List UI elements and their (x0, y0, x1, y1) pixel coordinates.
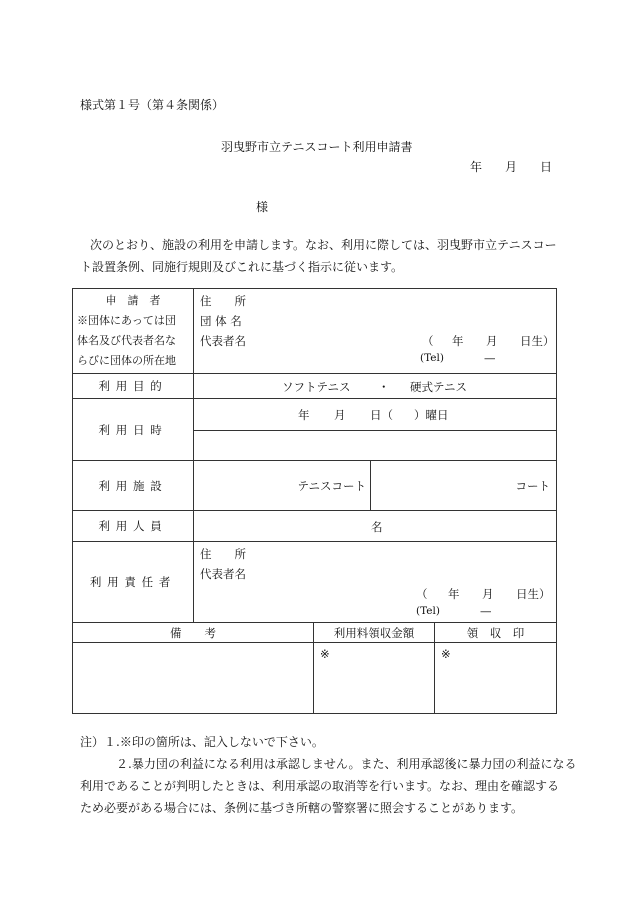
date-year: 年 (470, 160, 483, 174)
facility-label: 利用施設 (73, 461, 194, 511)
applicant-input-cell[interactable] (194, 289, 557, 374)
applicant-label-title: 申 請 者 (105, 294, 161, 307)
note-2-line-2: 利用であることが判明したときは、利用承認の取消等を行います。なお、理由を確認する (80, 779, 560, 793)
form-number: 様式第１号（第４条関係） (80, 98, 225, 112)
date-day: 日 (540, 160, 553, 174)
manager-label: 利用責任者 (73, 542, 194, 623)
receipt-cell (435, 643, 557, 714)
applicant-tel-dash: — (484, 351, 496, 365)
applicant-tel-label: (Tel) (420, 352, 444, 364)
fee-header: 利用料領収金額 (314, 623, 435, 643)
fee-mark: ※ (320, 647, 330, 661)
receipt-header: 領 収 印 (435, 623, 557, 643)
addressee-suffix: 様 (256, 200, 269, 214)
manager-birth-year: 年 (448, 587, 460, 601)
datetime-month: 月 (334, 408, 346, 422)
facility-court-cell[interactable] (194, 461, 371, 511)
applicant-birth-open: （ (422, 334, 434, 348)
note-2-line-1: ２.暴力団の利益になる利用は承認しません。また、利用承認後に暴力団の利益になる (116, 757, 577, 771)
date-month: 月 (505, 160, 518, 174)
note-1: 注）１.※印の箇所は、記入しないで下さい。 (80, 735, 324, 749)
receipt-mark: ※ (441, 647, 451, 661)
applicant-rep-label: 代表者名 (200, 334, 246, 348)
applicant-birth-year: 年 (452, 334, 464, 348)
facility-unit-cell[interactable] (371, 461, 557, 511)
applicant-address-label: 住 所 (200, 294, 246, 308)
applicant-group-label: 団 体 名 (200, 314, 242, 328)
manager-birth-open: （ (416, 587, 428, 601)
note-2-line-3: ため必要がある場合には、条例に基づき所轄の警察署に照会することがあります。 (80, 801, 524, 815)
datetime-label: 利用日時 (73, 399, 194, 461)
document-title: 羽曳野市立テニスコート利用申請書 (221, 140, 413, 154)
datetime-day: 日（ (370, 408, 393, 422)
remarks-header: 備 考 (73, 623, 314, 643)
manager-rep-label: 代表者名 (200, 567, 246, 581)
intro-line-2: ト設置条例、同施行規則及びこれに基づく指示に従います。 (80, 260, 404, 274)
applicant-label-cell (73, 289, 194, 374)
manager-tel-label: (Tel) (416, 605, 440, 617)
purpose-label: 利用目的 (73, 374, 194, 399)
manager-address-label: 住 所 (200, 547, 246, 561)
purpose-separator: ・ (378, 380, 390, 394)
applicant-birth-month: 月 (486, 334, 498, 348)
fee-cell (314, 643, 435, 714)
purpose-option-hard[interactable]: 硬式テニス (410, 380, 468, 394)
manager-birth-day: 日生） (516, 587, 551, 601)
datetime-date-cell[interactable] (194, 399, 557, 431)
applicant-label-note-2: 体名及び代表者名な (77, 334, 176, 347)
facility-court-name: テニスコート (297, 479, 366, 493)
facility-court-unit: コート (515, 479, 550, 493)
applicant-birth-day: 日生） (520, 334, 555, 348)
datetime-year: 年 (298, 408, 310, 422)
applicant-label-note-1: ※団体にあっては団 (77, 314, 176, 327)
manager-tel-dash: — (480, 604, 492, 618)
manager-input-cell[interactable] (194, 542, 557, 623)
people-unit: 名 (371, 520, 383, 534)
remarks-cell[interactable] (73, 643, 314, 714)
datetime-time-cell[interactable] (194, 431, 557, 461)
applicant-label-note-3: らびに団体の所在地 (77, 354, 176, 367)
intro-line-1: 次のとおり、施設の利用を申請します。なお、利用に際しては、羽曳野市立テニスコー (90, 238, 557, 252)
manager-birth-month: 月 (482, 587, 494, 601)
purpose-option-soft[interactable]: ソフトテニス (282, 380, 351, 394)
datetime-weekday: ）曜日 (414, 408, 449, 422)
application-form-table (72, 288, 557, 714)
people-label: 利用人員 (73, 511, 194, 542)
people-cell[interactable] (194, 511, 557, 542)
purpose-cell[interactable] (194, 374, 557, 399)
